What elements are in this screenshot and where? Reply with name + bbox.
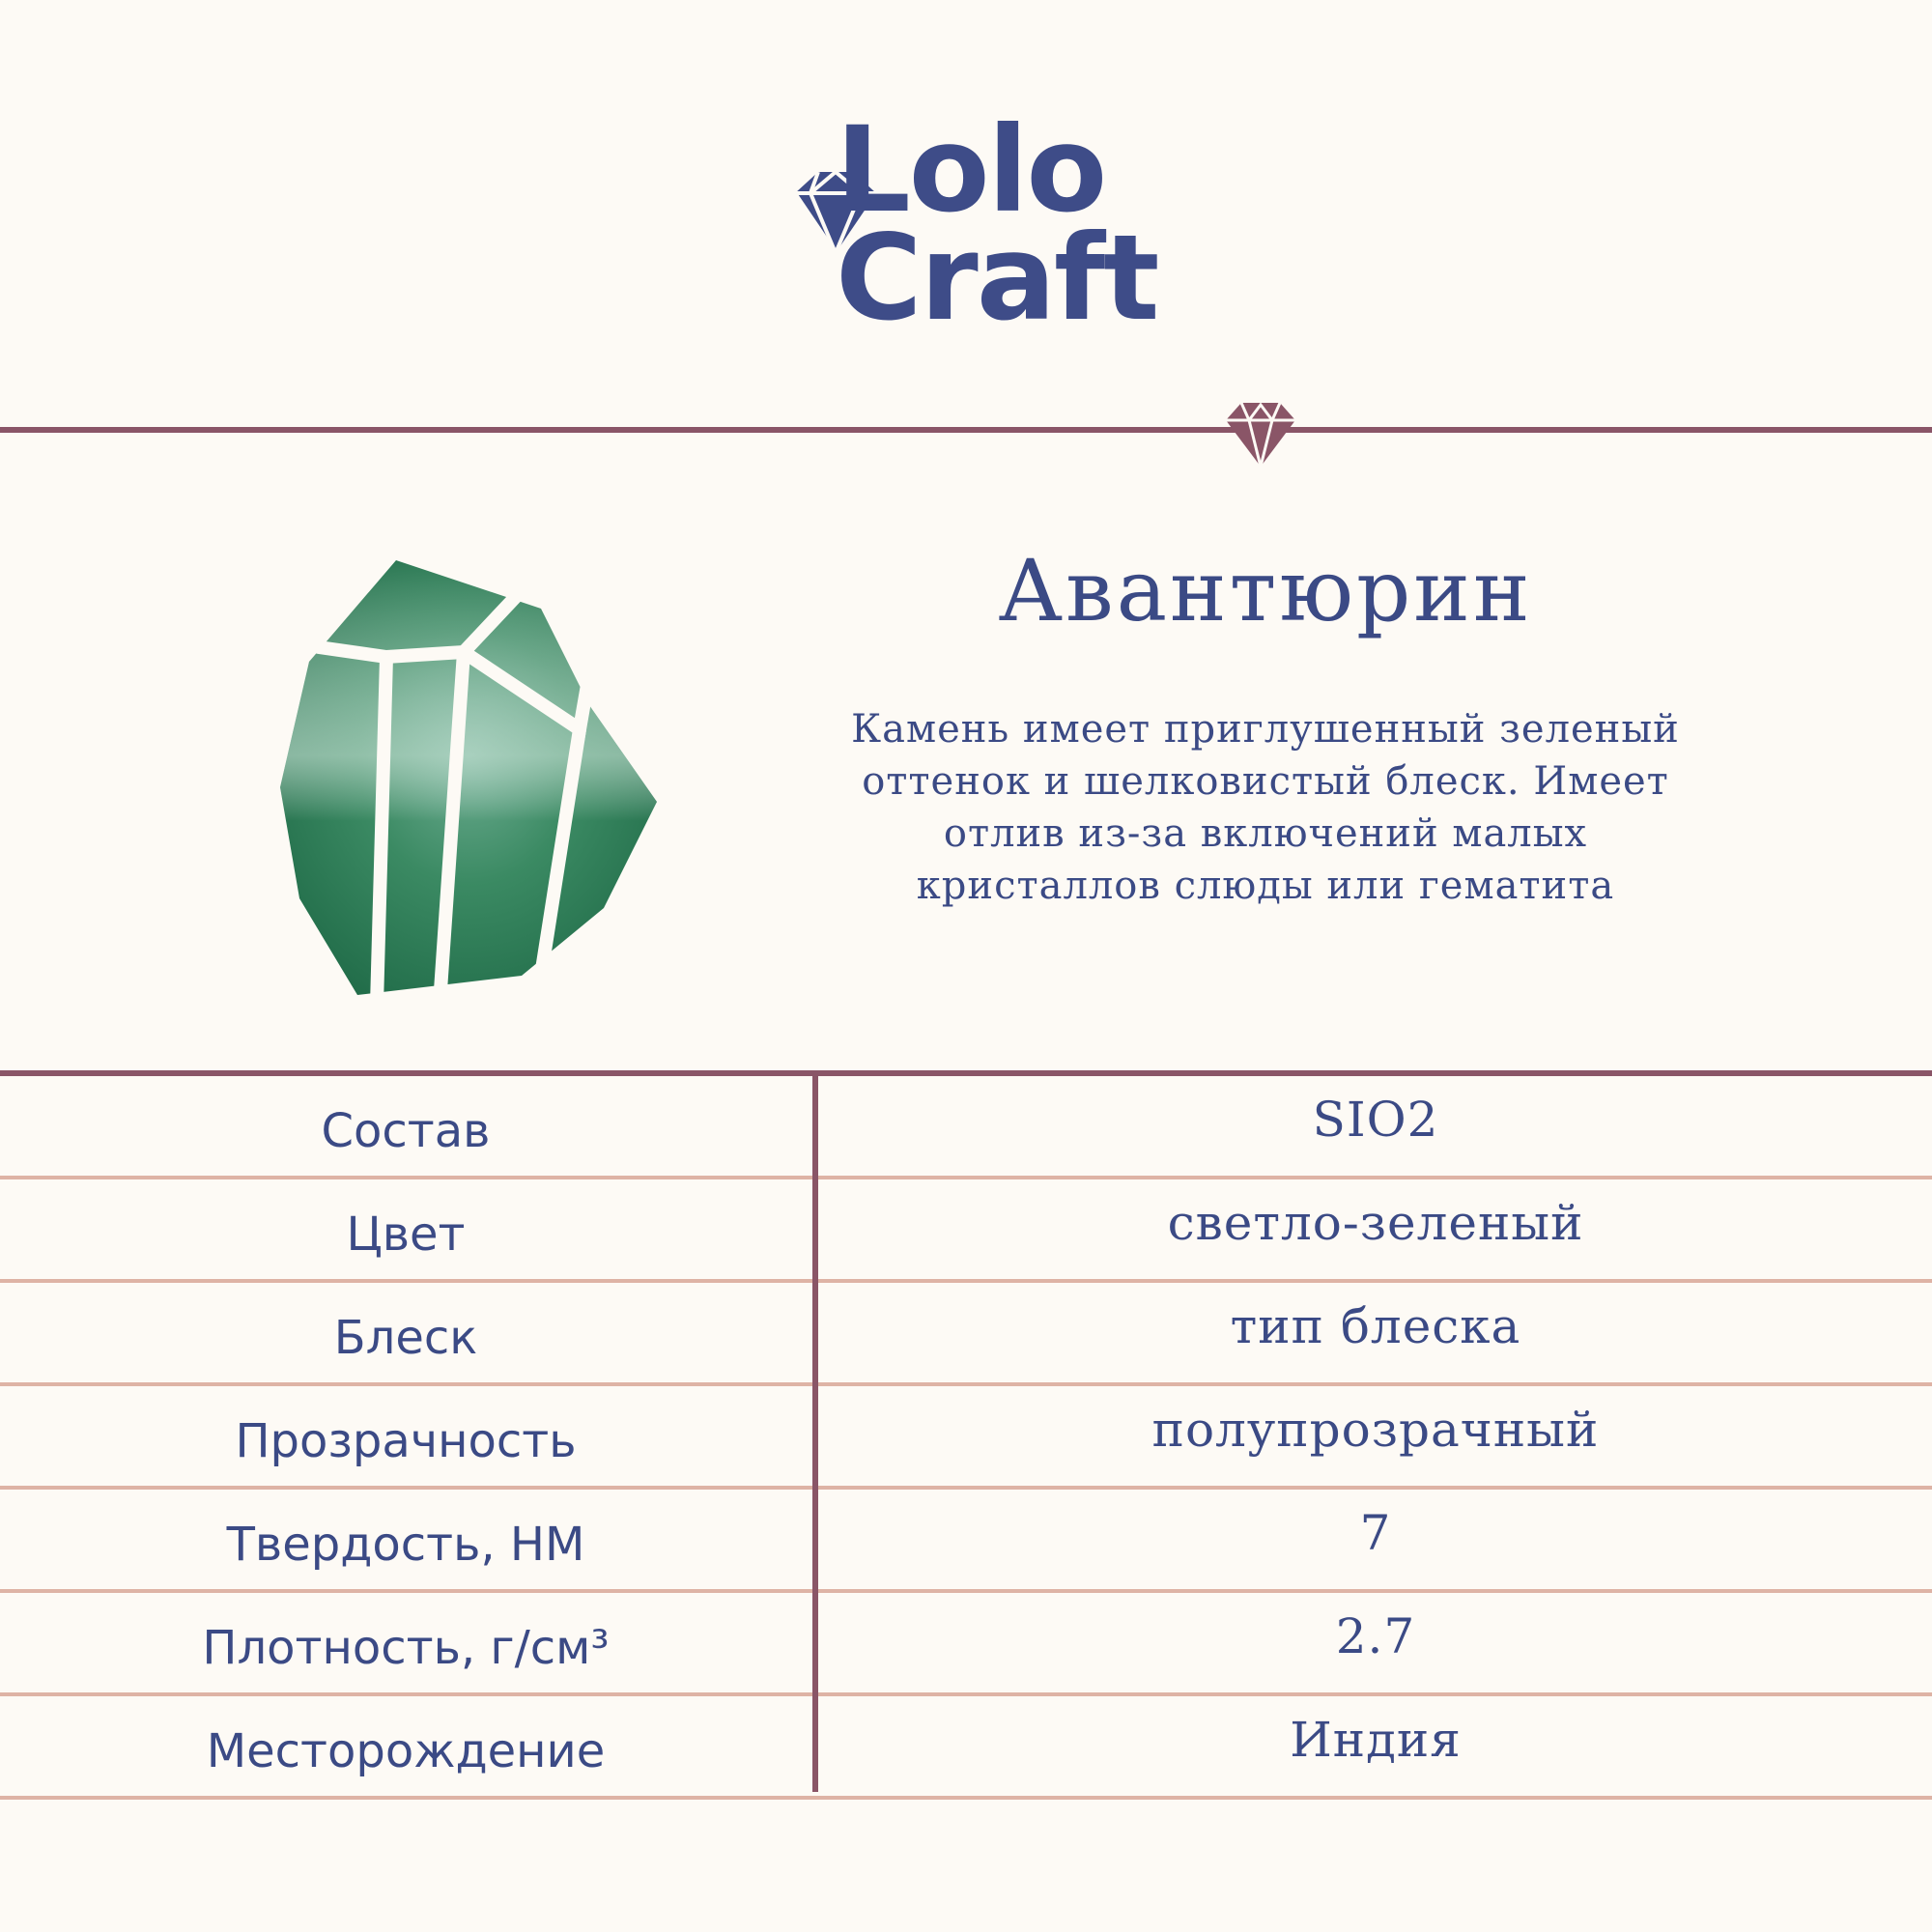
stone-description: Камень имеет приглушенный зеленый оттенок и шелковистый блеск. Имеет отлив из-за включений малых кристаллов слюды или гематита (851, 707, 1680, 908)
brand-wordmark (836, 101, 1158, 347)
brand-logo (787, 101, 1158, 347)
brand-line-1: Lolo (836, 101, 1106, 239)
property-label: Прозрачность (235, 1414, 577, 1468)
property-label: Цвет (346, 1208, 466, 1262)
table-row (0, 1490, 1932, 1593)
table-row (0, 1283, 1932, 1386)
stone-title: Авантюрин (998, 541, 1533, 640)
property-value: SIO2 (1312, 1092, 1439, 1148)
property-label: Плотность, г/см³ (202, 1621, 610, 1675)
property-label: Состав (321, 1104, 491, 1158)
table-row (0, 1076, 1932, 1179)
properties-table (0, 1076, 1932, 1800)
property-label: Блеск (333, 1311, 478, 1365)
diamond-icon (1222, 401, 1299, 469)
table-row (0, 1386, 1932, 1490)
property-value: тип блеска (1230, 1298, 1521, 1354)
property-value: Индия (1290, 1712, 1462, 1768)
table-row (0, 1593, 1932, 1696)
table-row (0, 1696, 1932, 1800)
property-value: 7 (1359, 1505, 1392, 1561)
top-divider (0, 427, 1932, 433)
property-label: Месторождение (206, 1724, 606, 1778)
property-value: полупрозрачный (1151, 1402, 1600, 1458)
property-label: Твердость, НМ (226, 1518, 585, 1572)
property-value: светло-зеленый (1167, 1195, 1584, 1251)
property-value: 2.7 (1335, 1608, 1416, 1664)
aventurine-stone-image (280, 551, 667, 1005)
table-column-divider (812, 1072, 818, 1792)
brand-line-2: Craft (836, 210, 1158, 347)
table-row (0, 1179, 1932, 1283)
